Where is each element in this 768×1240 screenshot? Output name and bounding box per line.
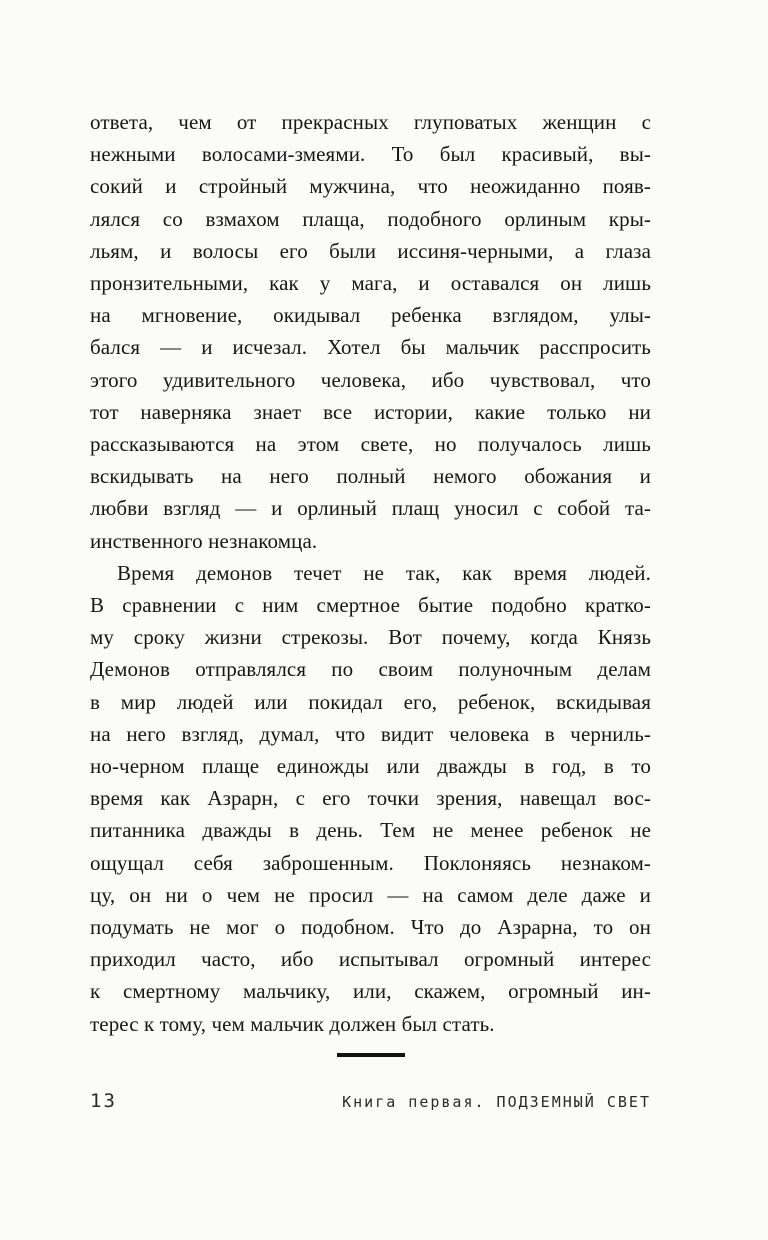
text-line: этого удивительного человека, ибо чувствовал, что — [90, 367, 651, 392]
text-line: цу, он ни о чем не просил — на самом деле даже и — [90, 882, 651, 907]
text-line: ответа, чем от прекрасных глуповатых женщин с — [90, 110, 651, 134]
text-line: ощущал себя заброшенным. Поклоняясь незнаком- — [90, 850, 651, 875]
body-text — [90, 106, 651, 1040]
text-line: терес к тому, чем мальчик должен был стать. — [90, 1011, 495, 1036]
running-title: Книга первая. ПОДЗЕМНЫЙ СВЕТ — [342, 1093, 651, 1111]
text-line: но-черном плаще единожды или дважды в год, в то — [90, 754, 651, 779]
text-line: время как Азрарн, с его точки зрения, навещал вос- — [90, 786, 651, 811]
text-line: питанника дважды в день. Тем не менее ребенок не — [90, 818, 651, 843]
text-line: к смертному мальчику, или, скажем, огромный ин- — [90, 979, 651, 1004]
text-line: лялся со взмахом плаща, подобного орлиным кры- — [90, 206, 651, 231]
text-line: на него взгляд, думал, что видит человека в черниль- — [90, 721, 651, 746]
page-footer — [90, 1090, 651, 1112]
text-line: бался — и исчезал. Хотел бы мальчик расспросить — [90, 335, 651, 360]
text-line: Демонов отправлялся по своим полуночным делам — [90, 657, 651, 682]
text-line: на мгновение, окидывал ребенка взглядом, улы- — [90, 303, 651, 328]
text-line: нежными волосами-змеями. То был красивый, вы- — [90, 142, 651, 167]
text-line: му сроку жизни стрекозы. Вот почему, когда Князь — [90, 625, 651, 650]
section-divider — [337, 1053, 405, 1057]
text-line: инственного незнакомца. — [90, 528, 318, 553]
text-line: в мир людей или покидал его, ребенок, вскидывая — [90, 689, 651, 714]
text-line: льям, и волосы его были иссиня-черными, а глаза — [90, 238, 651, 263]
page-number: 13 — [90, 1090, 117, 1112]
text-line: тот наверняка знает все истории, какие только ни — [90, 399, 651, 424]
text-line: вскидывать на него полный немого обожания и — [90, 464, 651, 489]
text-line: любви взгляд — и орлиный плащ уносил с собой та- — [90, 496, 651, 521]
text-line: рассказываются на этом свете, но получалось лишь — [90, 432, 651, 457]
text-line: В сравнении с ним смертное бытие подобно кратко- — [90, 593, 651, 618]
text-line: подумать не мог о подобном. Что до Азрарна, то он — [90, 915, 651, 940]
text-line: пронзительными, как у мага, и оставался он лишь — [90, 271, 651, 296]
text-line: сокий и стройный мужчина, что неожиданно появ- — [90, 174, 651, 199]
text-line: приходил часто, ибо испытывал огромный интерес — [90, 947, 651, 972]
text-line: Время демонов течет не так, как время людей. — [117, 560, 651, 585]
